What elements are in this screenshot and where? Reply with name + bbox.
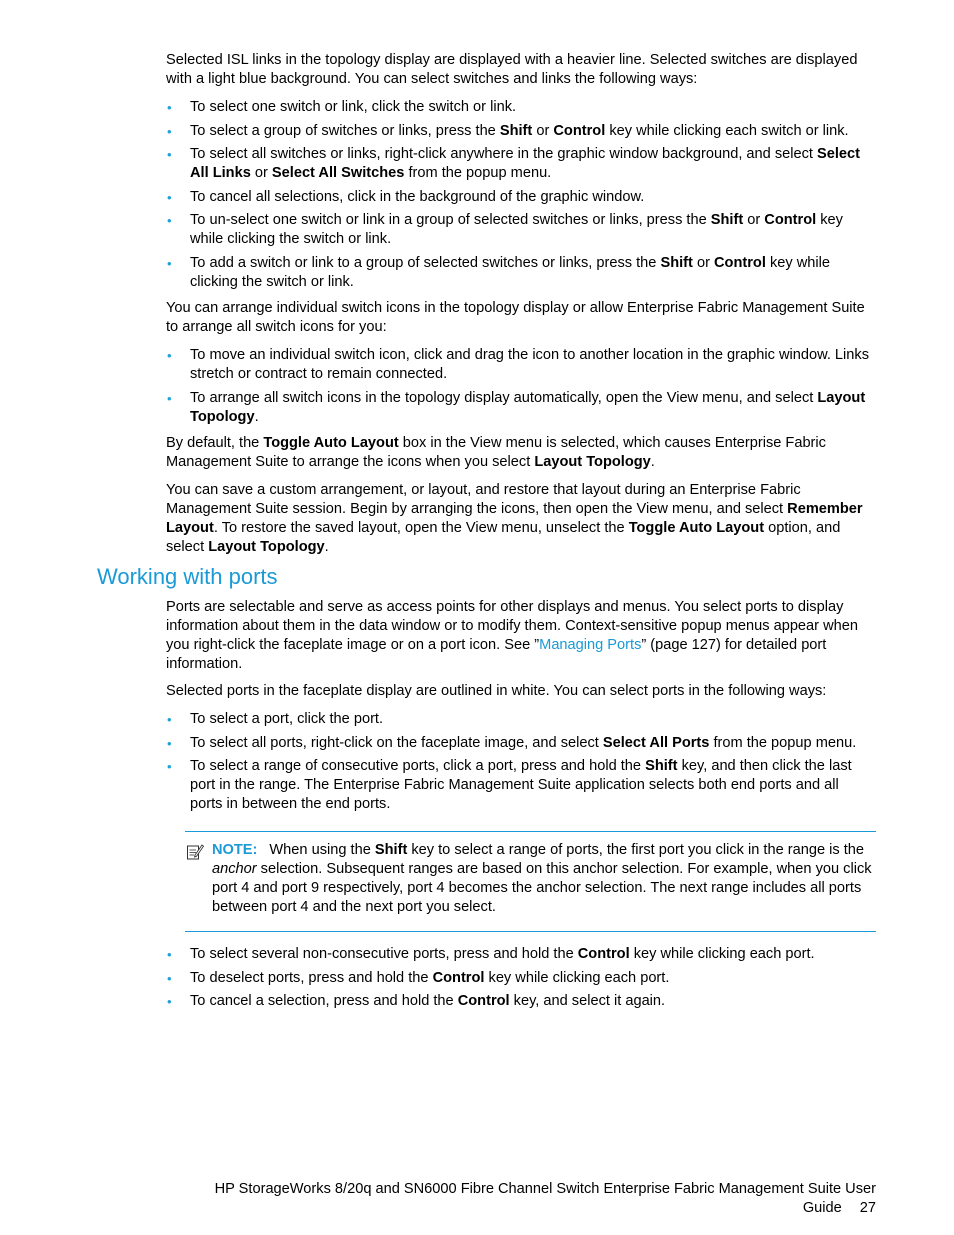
bold-term: Remember Layout — [166, 501, 863, 536]
text-run: key while clicking each switch or link. — [605, 122, 849, 139]
bullet-icon: • — [167, 712, 172, 727]
note-body — [212, 842, 872, 915]
arrange-list — [166, 346, 872, 431]
text-run: You can save a custom arrangement, or layout, and restore that layout during an Enterprise Fabric Management Suite session. Begin by arranging the icons, then open the View menu, and select — [166, 482, 801, 517]
text-run: . — [324, 539, 329, 555]
bullet-icon: • — [167, 123, 172, 139]
text-run: key while clicking the switch or link. — [190, 254, 830, 290]
bullet-icon: • — [167, 390, 172, 406]
note-text — [186, 841, 874, 917]
text-run: or — [743, 212, 765, 228]
list-item — [166, 734, 872, 753]
list-item — [166, 710, 872, 729]
bold-term: Control — [432, 969, 485, 986]
page-footer — [166, 1180, 876, 1218]
bullet-icon: • — [167, 994, 172, 1009]
text-run: or — [250, 165, 272, 181]
list-item — [166, 254, 872, 292]
page-number: 27 — [859, 1200, 876, 1216]
cross-reference-link[interactable]: Managing Ports — [539, 637, 642, 653]
text-run: To select all ports, right-click on the faceplate image, and select — [190, 734, 603, 751]
text-run: selection. Subsequent ranges are based on this anchor selection. For example, when you click port 4 and port 9 respectively, port 4 becomes the anchor selection. The next range includes all ports between port 4 and the next port you select. — [212, 861, 872, 915]
list-item — [166, 992, 872, 1011]
text-run: To select all switches or links, right-click anywhere in the graphic window background, and select — [190, 146, 818, 162]
list-item — [166, 945, 872, 964]
note-bottom-rule — [185, 931, 876, 932]
bold-term: Control — [714, 254, 766, 271]
bullet-icon: • — [167, 255, 172, 271]
text-run: To select a port, click the port. — [190, 711, 384, 727]
text-run: To select one switch or link, click the switch or link. — [190, 99, 517, 115]
bold-term: Shift — [499, 122, 533, 139]
ports-intro-paragraph — [166, 598, 872, 674]
bold-term: Control — [764, 212, 817, 228]
custom-layout-paragraph — [166, 481, 872, 557]
list-item — [166, 122, 872, 141]
text-run: To select a range of consecutive ports, click a port, press and hold the — [190, 758, 646, 774]
text-run: . — [254, 408, 259, 425]
bold-term: Shift — [660, 254, 693, 271]
text-run: To add a switch or link to a group of selected switches or links, press the — [190, 254, 661, 271]
text-run: By default, the — [166, 435, 264, 451]
bullet-icon: • — [167, 213, 172, 228]
list-item — [166, 389, 872, 427]
text-run: from the popup menu. — [404, 165, 552, 181]
list-item — [166, 98, 872, 117]
text-run: or — [532, 122, 554, 139]
footer-title: HP StorageWorks 8/20q and SN6000 Fibre Channel Switch Enterprise Fabric Management Suite User Guide — [214, 1181, 876, 1216]
text-run: To deselect ports, press and hold the — [190, 969, 433, 986]
bold-term: Layout Topology — [534, 454, 651, 470]
text-run: To cancel all selections, click in the background of the graphic window. — [190, 188, 645, 205]
bold-term: Toggle Auto Layout — [263, 435, 399, 451]
list-item — [166, 969, 872, 988]
bold-term: Shift — [374, 842, 408, 858]
text-run: When using the — [269, 842, 375, 858]
bold-term: Shift — [645, 758, 678, 774]
list-item — [166, 757, 872, 814]
text-run: To move an individual switch icon, click and drag the icon to another location in the graphic window. Links stretch or contract to remain connected. — [190, 347, 869, 382]
bullet-icon: • — [167, 947, 172, 962]
text-run: To un-select one switch or link in a group of selected switches or links, press the — [190, 212, 711, 228]
text-run: To arrange all switch icons in the topology display automatically, open the View menu, and select — [190, 389, 818, 406]
bold-term: Shift — [710, 212, 744, 228]
text-run: option, and select — [166, 520, 841, 555]
intro-paragraph: Selected ISL links in the topology display are displayed with a heavier line. Selected switches are displayed with a light blue background. You can select switches and links the following ways: — [166, 52, 858, 87]
bold-term: Control — [577, 946, 630, 962]
text-run: ” (page 127) for detailed port information. — [166, 637, 827, 672]
list-item — [166, 145, 872, 183]
note-label: NOTE: — [212, 842, 258, 858]
list-item — [166, 211, 872, 249]
switch-selection-list — [166, 98, 872, 296]
text-run: To select several non-consecutive ports, press and hold the — [190, 946, 578, 962]
bold-term: Layout Topology — [190, 389, 866, 425]
note-icon — [186, 843, 204, 861]
text-run: key while clicking each port. — [484, 969, 670, 986]
text-run: from the popup menu. — [709, 734, 857, 751]
text-run: key, and select it again. — [509, 993, 666, 1009]
bullet-icon: • — [167, 970, 172, 986]
section-heading: Working with ports — [97, 564, 278, 589]
list-item — [166, 346, 872, 384]
text-run: key to select a range of ports, the first port you click in the range is the — [407, 842, 865, 858]
text-run: . — [650, 454, 655, 470]
bullet-icon: • — [167, 189, 172, 205]
text-run: key while clicking each port. — [629, 946, 815, 962]
text-run: . To restore the saved layout, open the View menu, unselect the — [213, 520, 629, 536]
bullet-icon: • — [167, 147, 172, 162]
text-run: To cancel a selection, press and hold the — [190, 993, 458, 1009]
bullet-icon: • — [167, 348, 172, 363]
text-run: key while clicking the switch or link. — [190, 212, 843, 247]
port-selection-list — [166, 710, 872, 819]
bold-term: Layout Topology — [208, 539, 325, 555]
bold-term: Control — [457, 993, 510, 1009]
arrange-paragraph: You can arrange individual switch icons in the topology display or allow Enterprise Fabric Management Suite to arrange all switch icons for you: — [166, 300, 865, 335]
control-key-list — [166, 945, 872, 1016]
text-run: Ports are selectable and serve as access points for other displays and menus. You select ports to display information about them in the data window or to modify them. Context-sensitive popup menus appear when you right-click the faceplate image or on a port icon. See ” — [166, 599, 858, 653]
ports-selection-paragraph: Selected ports in the faceplate display are outlined in white. You can select ports in the following ways: — [166, 683, 827, 699]
text-run: To select a group of switches or links, press the — [190, 122, 500, 139]
bold-term: Select All Links — [190, 146, 861, 181]
bullet-icon: • — [167, 759, 172, 774]
text-run: box in the View menu is selected, which causes Enterprise Fabric Management Suite to arrange the icons when you select — [166, 435, 826, 470]
italic-term: anchor — [212, 861, 257, 877]
bold-term: Control — [553, 122, 606, 139]
note-box — [186, 841, 874, 917]
text-run: or — [692, 254, 715, 271]
bullet-icon: • — [167, 735, 172, 751]
bold-term: Select All Switches — [271, 165, 405, 181]
text-run: key, and then click the last port in the range. The Enterprise Fabric Management Suite application selects both end ports and all ports in between the end ports. — [190, 758, 852, 812]
note-top-rule — [185, 831, 876, 832]
bold-term: Select All Ports — [602, 734, 710, 751]
bullet-icon: • — [167, 100, 172, 115]
auto-layout-paragraph — [166, 434, 872, 472]
bold-term: Toggle Auto Layout — [628, 520, 765, 536]
list-item — [166, 188, 872, 207]
